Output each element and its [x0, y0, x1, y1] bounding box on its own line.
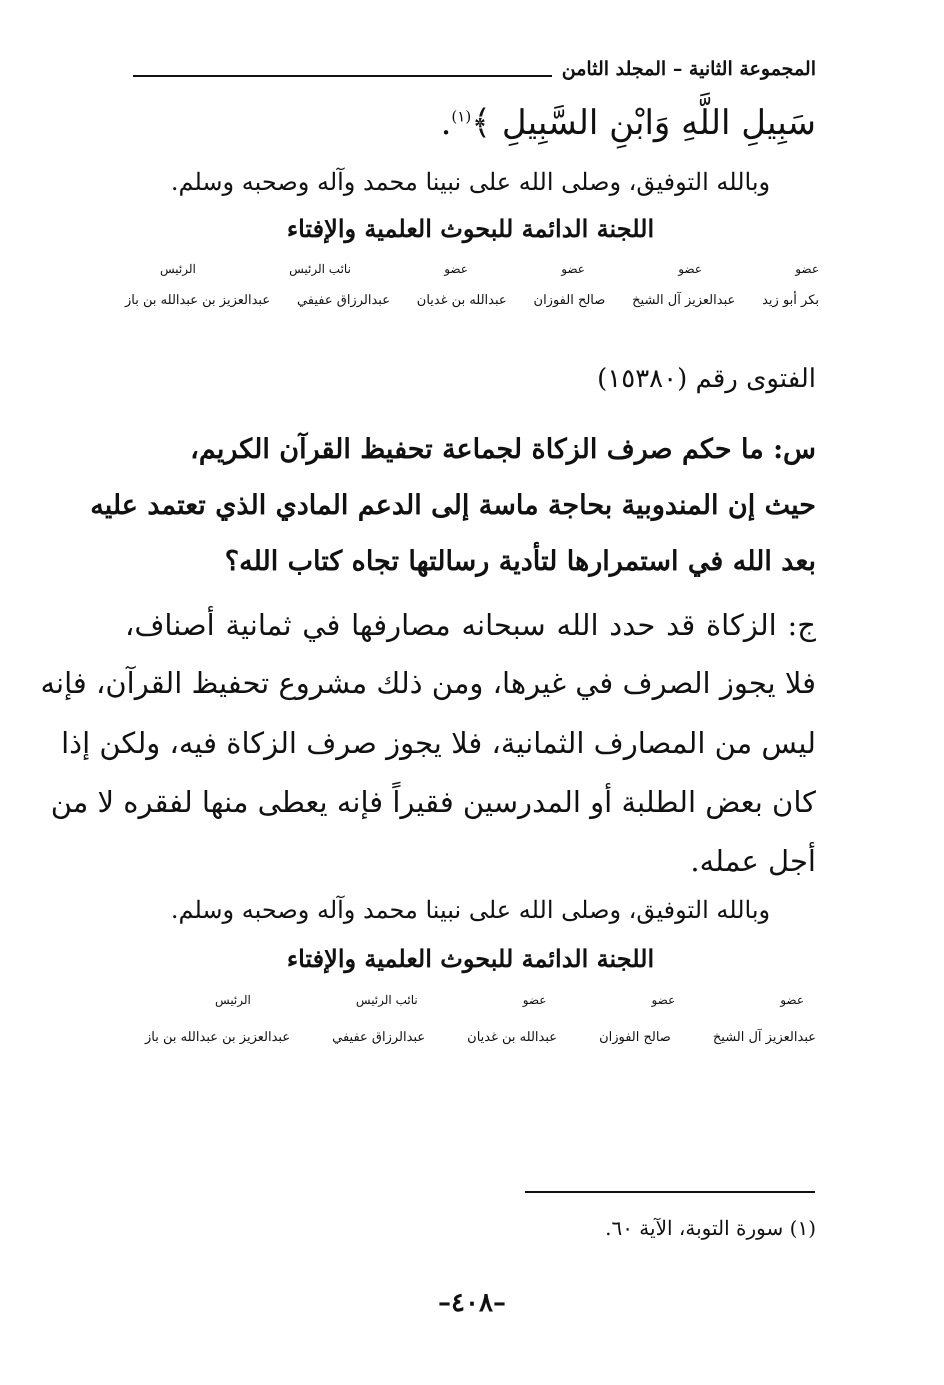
signatory-role: عضو — [651, 993, 676, 1007]
answer-line: ليس من المصارف الثمانية، فلا يجوز صرف الزكاة فيه، ولكن إذا — [61, 726, 816, 760]
signatory-role: الرئيس — [160, 262, 196, 276]
signatory-roles — [160, 262, 819, 276]
signatory-role: نائب الرئيس — [289, 262, 351, 276]
signatory-role: عضو — [780, 993, 804, 1007]
footnote-reference: (١) — [451, 107, 472, 126]
signatory-name: عبدالرزاق عفيفي — [332, 1030, 426, 1045]
signatory-name: عبدالعزيز آل الشيخ — [712, 1030, 816, 1045]
signatory-name: صالح الفوزان — [599, 1030, 671, 1045]
quran-verse-text: سَبِيلِ اللَّهِ وَابْنِ السَّبِيلِ ﴾ — [471, 103, 816, 143]
answer-line: كان بعض الطلبة أو المدرسين فقيراً فإنه يعطى منها لفقره لا من — [50, 785, 816, 819]
signatory-role: عضو — [561, 262, 585, 276]
answer-line: أجل عمله. — [690, 844, 816, 878]
committee-name: اللجنة الدائمة للبحوث العلمية والإفتاء — [286, 214, 655, 243]
question-line: بعد الله في استمرارها لتأدية رسالتها تجاه كتاب الله؟ — [224, 546, 816, 577]
closing-prayer: وبالله التوفيق، وصلى الله على نبينا محمد وآله وصحبه وسلم. — [170, 168, 771, 196]
signatory-name: عبدالله بن غديان — [416, 293, 507, 308]
question-line: س: ما حكم صرف الزكاة لجماعة تحفيظ القرآن الكريم، — [190, 434, 816, 465]
signatory-name: عبدالعزيز آل الشيخ — [632, 293, 736, 308]
committee-name: اللجنة الدائمة للبحوث العلمية والإفتاء — [286, 944, 655, 973]
signatory-role: عضو — [444, 262, 468, 276]
page-number: –٤٠٨– — [438, 1288, 506, 1318]
signatory-role: الرئيس — [215, 993, 251, 1007]
signatory-name: صالح الفوزان — [533, 293, 606, 308]
signatory-role: عضو — [678, 262, 702, 276]
fatwa-number: الفتوى رقم (١٥٣٨٠) — [597, 364, 816, 394]
signatory-name: عبدالعزيز بن عبدالله بن باز — [125, 293, 271, 308]
closing-prayer: وبالله التوفيق، وصلى الله على نبينا محمد وآله وصحبه وسلم. — [170, 896, 771, 924]
signatory-name: بكر أبو زيد — [762, 293, 819, 308]
footnote-rule — [525, 1191, 815, 1193]
signatory-names — [145, 1030, 816, 1045]
signatory-name: عبدالرزاق عفيفي — [296, 293, 390, 308]
question-line: حيث إن المندوبية بحاجة ماسة إلى الدعم المادي الذي تعتمد عليه — [90, 490, 816, 521]
signatory-role: نائب الرئيس — [355, 993, 418, 1007]
signatory-role: عضو — [522, 993, 547, 1007]
signatory-name: عبدالله بن غديان — [467, 1030, 558, 1045]
signatory-names — [125, 293, 819, 308]
answer-line: ج: الزكاة قد حدد الله سبحانه مصارفها في ثمانية أصناف، — [125, 608, 816, 642]
footnote: (١) سورة التوبة، الآية ٦٠. — [605, 1216, 816, 1240]
running-header: المجموعة الثانية – المجلد الثامن — [561, 58, 816, 80]
quran-verse-fragment — [441, 102, 816, 143]
signatory-roles — [215, 993, 804, 1007]
verse-end-mark: . — [440, 103, 452, 143]
signatory-role: عضو — [795, 262, 819, 276]
signatory-name: عبدالعزيز بن عبدالله بن باز — [145, 1030, 291, 1045]
header-rule — [133, 75, 552, 77]
answer-line: فلا يجوز الصرف في غيرها، ومن ذلك مشروع تحفيظ القرآن، فإنه — [40, 666, 816, 700]
